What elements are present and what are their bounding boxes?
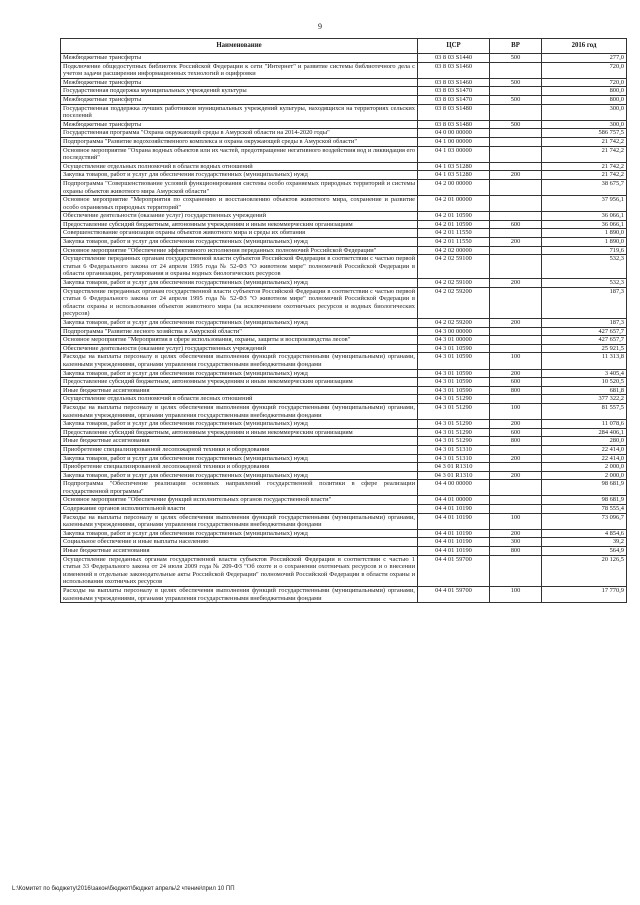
cell-name: Закупка товаров, работ и услуг для обеспечения государственных (муниципальных) нужд — [61, 529, 418, 538]
cell-name: Подключение общедоступных библиотек Российской Федерации к сети "Интернет" и развитие системы библиотечного дела с учетом задачи расширения информационных технологий и оцифровки — [61, 62, 418, 78]
cell-csr: 04 4 00 00000 — [418, 480, 490, 496]
cell-csr: 04 2 01 00000 — [418, 196, 490, 212]
cell-vr — [490, 255, 542, 279]
cell-csr: 04 4 01 10190 — [418, 513, 490, 529]
cell-vr — [490, 287, 542, 318]
cell-vr — [490, 87, 542, 96]
cell-csr: 04 2 00 00000 — [418, 179, 490, 195]
cell-name: Расходы на выплаты персоналу в целях обеспечения выполнения функций государственными (муниципальными) органами, казенными учреждениями, органами управления государственными внебюджетными фондами — [61, 403, 418, 419]
cell-csr: 04 3 01 10590 — [418, 344, 490, 353]
cell-csr: 03 8 03 S1480 — [418, 120, 490, 129]
cell-csr: 04 4 01 10190 — [418, 547, 490, 556]
cell-sum: 532,3 — [542, 279, 627, 288]
cell-csr: 04 1 03 00000 — [418, 146, 490, 162]
cell-vr — [490, 229, 542, 238]
cell-vr — [490, 146, 542, 162]
cell-vr — [490, 395, 542, 404]
cell-vr: 100 — [490, 403, 542, 419]
table-row — [61, 336, 627, 345]
table-row — [61, 129, 627, 138]
cell-sum: 2 000,0 — [542, 463, 627, 472]
cell-vr: 800 — [490, 386, 542, 395]
cell-sum: 800,0 — [542, 95, 627, 104]
cell-vr: 200 — [490, 471, 542, 480]
cell-vr: 500 — [490, 54, 542, 63]
cell-vr — [490, 246, 542, 255]
cell-csr: 04 1 03 51280 — [418, 162, 490, 171]
cell-vr: 200 — [490, 420, 542, 429]
table-row — [61, 104, 627, 120]
cell-sum: 1 890,0 — [542, 229, 627, 238]
cell-sum: 36 066,1 — [542, 212, 627, 221]
cell-sum: 22 414,0 — [542, 454, 627, 463]
cell-name: Межбюджетные трансферты — [61, 120, 418, 129]
cell-vr — [490, 104, 542, 120]
cell-vr — [490, 62, 542, 78]
cell-sum: 800,0 — [542, 87, 627, 96]
cell-csr: 04 4 01 59700 — [418, 587, 490, 603]
cell-vr: 300 — [490, 538, 542, 547]
cell-vr: 200 — [490, 171, 542, 180]
footer-file-path: L:\Комитет по бюджету\2016\закон\бюджет\бюджет апрель\2 чтение\прил 10 ПП — [12, 886, 235, 892]
cell-vr — [490, 212, 542, 221]
cell-sum: 11 078,6 — [542, 420, 627, 429]
cell-csr: 04 1 00 00000 — [418, 137, 490, 146]
table-row — [61, 162, 627, 171]
cell-vr: 200 — [490, 319, 542, 328]
table-row — [61, 353, 627, 369]
table-row — [61, 255, 627, 279]
cell-name: Иные бюджетные ассигнования — [61, 386, 418, 395]
cell-vr — [490, 137, 542, 146]
cell-sum: 280,0 — [542, 437, 627, 446]
cell-sum: 2 000,0 — [542, 471, 627, 480]
cell-name: Осуществление отдельных полномочий в области водных отношений — [61, 162, 418, 171]
budget-table — [60, 38, 627, 603]
cell-name: Обеспечение деятельности (оказание услуг) государственных учреждений — [61, 344, 418, 353]
table-row — [61, 279, 627, 288]
cell-name: Закупка товаров, работ и услуг для обеспечения государственных (муниципальных) нужд — [61, 471, 418, 480]
cell-vr — [490, 129, 542, 138]
cell-csr: 03 8 03 S1460 — [418, 78, 490, 87]
cell-sum: 3 405,4 — [542, 369, 627, 378]
table-row — [61, 428, 627, 437]
cell-csr: 04 2 02 59100 — [418, 279, 490, 288]
cell-csr: 04 3 01 R1310 — [418, 471, 490, 480]
cell-sum: 427 657,7 — [542, 336, 627, 345]
cell-csr: 04 2 01 11550 — [418, 229, 490, 238]
cell-csr: 04 3 01 10590 — [418, 369, 490, 378]
cell-name: Закупка товаров, работ и услуг для обеспечения государственных (муниципальных) нужд — [61, 279, 418, 288]
cell-csr: 04 3 01 10590 — [418, 378, 490, 387]
cell-csr: 03 8 03 S1470 — [418, 87, 490, 96]
table-header-row — [61, 39, 627, 54]
cell-name: Закупка товаров, работ и услуг для обеспечения государственных (муниципальных) нужд — [61, 171, 418, 180]
table-row — [61, 238, 627, 247]
table-row — [61, 463, 627, 472]
cell-sum: 10 520,5 — [542, 378, 627, 387]
cell-csr: 04 4 01 10190 — [418, 529, 490, 538]
cell-name: Межбюджетные трансферты — [61, 95, 418, 104]
table-row — [61, 120, 627, 129]
table-row — [61, 471, 627, 480]
cell-sum: 564,9 — [542, 547, 627, 556]
cell-name: Приобретение специализированной лесопожарной техники и оборудования — [61, 463, 418, 472]
cell-sum: 73 096,7 — [542, 513, 627, 529]
cell-vr — [490, 445, 542, 454]
cell-name: Подпрограмма "Развитие водохозяйственного комплекса и охрана окружающей среды в Амурской области" — [61, 137, 418, 146]
cell-csr: 04 3 01 51290 — [418, 403, 490, 419]
cell-csr: 04 3 01 51310 — [418, 454, 490, 463]
cell-vr: 200 — [490, 279, 542, 288]
table-row — [61, 437, 627, 446]
cell-csr: 04 3 01 10590 — [418, 386, 490, 395]
table-row — [61, 505, 627, 514]
table-row — [61, 212, 627, 221]
cell-name: Предоставление субсидий бюджетным, автономным учреждениям и иным некоммерческим организациям — [61, 220, 418, 229]
cell-sum: 21 742,2 — [542, 162, 627, 171]
cell-vr — [490, 162, 542, 171]
cell-csr: 04 3 01 R1310 — [418, 463, 490, 472]
cell-sum: 22 414,0 — [542, 445, 627, 454]
cell-name: Обеспечение деятельности (оказание услуг) государственных учреждений — [61, 212, 418, 221]
table-row — [61, 513, 627, 529]
cell-csr: 04 3 01 51290 — [418, 428, 490, 437]
cell-csr: 04 2 01 11550 — [418, 238, 490, 247]
cell-name: Расходы на выплаты персоналу в целях обеспечения выполнения функций государственными (муниципальными) органами, казенными учреждениями, органами управления государственными внебюджетными фондами — [61, 513, 418, 529]
cell-name: Подпрограмма "Обеспечение реализации основных направлений государственной политики в сфере реализации государственной программы" — [61, 480, 418, 496]
cell-sum: 681,8 — [542, 386, 627, 395]
cell-sum: 98 681,9 — [542, 496, 627, 505]
table-row — [61, 62, 627, 78]
table-row — [61, 220, 627, 229]
cell-vr: 200 — [490, 454, 542, 463]
table-row — [61, 496, 627, 505]
cell-sum: 719,6 — [542, 246, 627, 255]
cell-sum: 21 742,2 — [542, 146, 627, 162]
table-row — [61, 327, 627, 336]
header-csr: ЦСР — [418, 39, 490, 54]
cell-csr: 03 8 03 S1460 — [418, 62, 490, 78]
cell-sum: 78 555,4 — [542, 505, 627, 514]
table-row — [61, 179, 627, 195]
cell-name: Иные бюджетные ассигнования — [61, 437, 418, 446]
cell-csr: 04 2 01 10590 — [418, 212, 490, 221]
cell-csr: 04 2 02 59100 — [418, 255, 490, 279]
cell-sum: 720,0 — [542, 62, 627, 78]
table-row — [61, 95, 627, 104]
cell-name: Расходы на выплаты персоналу в целях обеспечения выполнения функций государственными (муниципальными) органами, казенными учреждениями, органами управления государственными внебюджетными фондами — [61, 587, 418, 603]
cell-vr: 100 — [490, 513, 542, 529]
cell-name: Содержание органов исполнительной власти — [61, 505, 418, 514]
table-row — [61, 529, 627, 538]
table-row — [61, 420, 627, 429]
table-row — [61, 54, 627, 63]
cell-csr: 04 2 02 59200 — [418, 319, 490, 328]
cell-sum: 187,3 — [542, 287, 627, 318]
cell-name: Межбюджетные трансферты — [61, 54, 418, 63]
cell-sum: 37 956,1 — [542, 196, 627, 212]
table-row — [61, 386, 627, 395]
cell-csr: 04 2 02 00000 — [418, 246, 490, 255]
cell-csr: 04 3 01 51290 — [418, 395, 490, 404]
cell-name: Государственная поддержка муниципальных учреждений культуры — [61, 87, 418, 96]
cell-name: Приобретение специализированной лесопожарной техники и оборудования — [61, 445, 418, 454]
cell-sum: 20 126,5 — [542, 555, 627, 586]
cell-vr: 200 — [490, 369, 542, 378]
table-row — [61, 246, 627, 255]
cell-csr: 04 4 01 00000 — [418, 496, 490, 505]
cell-vr — [490, 196, 542, 212]
table-row — [61, 87, 627, 96]
page-number: 9 — [318, 22, 322, 31]
cell-sum: 532,3 — [542, 255, 627, 279]
cell-sum: 427 657,7 — [542, 327, 627, 336]
cell-vr: 500 — [490, 78, 542, 87]
table-row — [61, 403, 627, 419]
cell-name: Осуществление отдельных полномочий в области лесных отношений — [61, 395, 418, 404]
cell-vr — [490, 344, 542, 353]
cell-sum: 4 854,6 — [542, 529, 627, 538]
table-row — [61, 378, 627, 387]
table-row — [61, 146, 627, 162]
table-row — [61, 547, 627, 556]
table-row — [61, 344, 627, 353]
cell-name: Государственная программа "Охрана окружающей среды в Амурской области на 2014-2020 годы" — [61, 129, 418, 138]
cell-vr — [490, 505, 542, 514]
cell-name: Расходы на выплаты персоналу в целях обеспечения выполнения функций государственными (муниципальными) органами, казенными учреждениями, органами управления государственными внебюджетными фондами — [61, 353, 418, 369]
cell-sum: 17 770,9 — [542, 587, 627, 603]
table-row — [61, 555, 627, 586]
table-row — [61, 587, 627, 603]
cell-name: Осуществление переданных органам государственной власти субъектов Российской Федерации в соответствии с частью первой статьи 6 Федерального закона от 24 апреля 1995 года № 52-ФЗ "О животном мире" полномочий Российской Федерации в области организации, регулирования и охраны водных биологических ресурсов — [61, 255, 418, 279]
cell-name: Закупка товаров, работ и услуг для обеспечения государственных (муниципальных) нужд — [61, 369, 418, 378]
cell-sum: 36 066,1 — [542, 220, 627, 229]
cell-vr — [490, 179, 542, 195]
cell-csr: 04 3 01 51290 — [418, 437, 490, 446]
cell-csr: 04 2 01 10590 — [418, 220, 490, 229]
table-body — [61, 54, 627, 603]
header-name: Наименование — [61, 39, 418, 54]
cell-csr: 04 3 01 00000 — [418, 336, 490, 345]
cell-sum: 11 313,8 — [542, 353, 627, 369]
table-row — [61, 454, 627, 463]
cell-sum: 586 757,5 — [542, 129, 627, 138]
cell-sum: 38 675,7 — [542, 179, 627, 195]
cell-name: Осуществление переданных органам государственной власти субъектов Российской Федерации в соответствии с частью 1 статьи 33 Федерального закона от 24 июля 2009 года № 209-ФЗ "Об охоте и о сохранении охотничьих ресурсов и о внесении изменений в отдельные законодательные акты Российской Федерации" полномочий Российской Федерации в области охраны и использования охотничьих ресурсов — [61, 555, 418, 586]
cell-csr: 04 4 01 10190 — [418, 505, 490, 514]
cell-sum: 300,0 — [542, 120, 627, 129]
cell-csr: 03 8 03 S1470 — [418, 95, 490, 104]
cell-name: Основное мероприятие "Мероприятия по сохранению и восстановлению объектов животного мира, сохранение и развитие особо охраняемых природных территорий" — [61, 196, 418, 212]
cell-csr: 04 3 01 51310 — [418, 445, 490, 454]
cell-name: Межбюджетные трансферты — [61, 78, 418, 87]
table-row — [61, 137, 627, 146]
table-row — [61, 369, 627, 378]
cell-name: Закупка товаров, работ и услуг для обеспечения государственных (муниципальных) нужд — [61, 238, 418, 247]
cell-vr: 100 — [490, 587, 542, 603]
cell-vr: 200 — [490, 238, 542, 247]
cell-csr: 04 3 01 51290 — [418, 420, 490, 429]
cell-vr: 800 — [490, 547, 542, 556]
cell-sum: 187,3 — [542, 319, 627, 328]
cell-name: Предоставление субсидий бюджетным, автономным учреждениям и иным некоммерческим организациям — [61, 428, 418, 437]
table-row — [61, 196, 627, 212]
cell-name: Основное мероприятие "Обеспечение функций исполнительных органов государственной власти" — [61, 496, 418, 505]
cell-sum: 25 921,5 — [542, 344, 627, 353]
cell-csr: 04 0 00 00000 — [418, 129, 490, 138]
table-row — [61, 229, 627, 238]
header-sum: 2016 год — [542, 39, 627, 54]
table-row — [61, 395, 627, 404]
table-row — [61, 445, 627, 454]
cell-name: Предоставление субсидий бюджетным, автономным учреждениям и иным некоммерческим организациям — [61, 378, 418, 387]
cell-vr: 500 — [490, 95, 542, 104]
cell-name: Подпрограмма "Развитие лесного хозяйства в Амурской области" — [61, 327, 418, 336]
cell-name: Основное мероприятие "Мероприятия в сфере использования, охраны, защиты и воспроизводства лесов" — [61, 336, 418, 345]
cell-csr: 04 2 02 59200 — [418, 287, 490, 318]
cell-name: Основное мероприятие "Охрана водных объектов или их частей, предотвращение негативного воздействия вод и ликвидация его последствий" — [61, 146, 418, 162]
cell-sum: 21 742,2 — [542, 171, 627, 180]
table-row — [61, 480, 627, 496]
cell-sum: 1 890,0 — [542, 238, 627, 247]
cell-name: Закупка товаров, работ и услуг для обеспечения государственных (муниципальных) нужд — [61, 420, 418, 429]
cell-name: Осуществление переданных органам государственной власти субъектов Российской Федерации в соответствии с частью первой статьи 6 Федерального закона от 24 апреля 1995 года № 52-ФЗ "О животном мире" полномочий Российской Федерации в области охраны и использования объектов животного мира (за исключением охотничьих ресурсов и водных биологических ресурсов) — [61, 287, 418, 318]
cell-vr: 800 — [490, 437, 542, 446]
table-row — [61, 78, 627, 87]
cell-vr — [490, 480, 542, 496]
cell-vr — [490, 463, 542, 472]
cell-csr: 04 3 00 00000 — [418, 327, 490, 336]
cell-vr — [490, 555, 542, 586]
cell-name: Совершенствование организации охраны объектов животного мира и среды их обитания — [61, 229, 418, 238]
cell-sum: 39,2 — [542, 538, 627, 547]
cell-sum: 21 742,2 — [542, 137, 627, 146]
cell-vr — [490, 336, 542, 345]
cell-name: Иные бюджетные ассигнования — [61, 547, 418, 556]
cell-vr: 600 — [490, 428, 542, 437]
cell-sum: 300,0 — [542, 104, 627, 120]
table-row — [61, 538, 627, 547]
cell-vr: 600 — [490, 220, 542, 229]
cell-sum: 720,0 — [542, 78, 627, 87]
table-row — [61, 287, 627, 318]
cell-name: Подпрограмма "Совершенствование условий функционирования системы особо охраняемых природных территорий и системы охраны объектов животного мира Амурской области" — [61, 179, 418, 195]
cell-sum: 377 322,2 — [542, 395, 627, 404]
table-row — [61, 171, 627, 180]
cell-name: Основное мероприятие "Обеспечение эффективного исполнения переданных полномочий Российской Федерации" — [61, 246, 418, 255]
cell-sum: 284 406,1 — [542, 428, 627, 437]
cell-name: Государственная поддержка лучших работников муниципальных учреждений культуры, находящихся на территориях сельских поселений — [61, 104, 418, 120]
cell-vr: 100 — [490, 353, 542, 369]
cell-csr: 04 4 01 10190 — [418, 538, 490, 547]
cell-csr: 03 8 03 S1480 — [418, 104, 490, 120]
cell-vr: 600 — [490, 378, 542, 387]
cell-csr: 04 3 01 10590 — [418, 353, 490, 369]
cell-csr: 04 4 01 59700 — [418, 555, 490, 586]
cell-sum: 81 557,5 — [542, 403, 627, 419]
cell-csr: 04 1 03 51280 — [418, 171, 490, 180]
cell-sum: 98 681,9 — [542, 480, 627, 496]
cell-vr: 500 — [490, 120, 542, 129]
cell-name: Закупка товаров, работ и услуг для обеспечения государственных (муниципальных) нужд — [61, 319, 418, 328]
cell-name: Социальное обеспечение и иные выплаты населению — [61, 538, 418, 547]
cell-name: Закупка товаров, работ и услуг для обеспечения государственных (муниципальных) нужд — [61, 454, 418, 463]
cell-vr — [490, 496, 542, 505]
header-vr: ВР — [490, 39, 542, 54]
cell-vr — [490, 327, 542, 336]
cell-sum: 277,0 — [542, 54, 627, 63]
table-row — [61, 319, 627, 328]
cell-vr: 200 — [490, 529, 542, 538]
cell-csr: 03 8 03 S1440 — [418, 54, 490, 63]
